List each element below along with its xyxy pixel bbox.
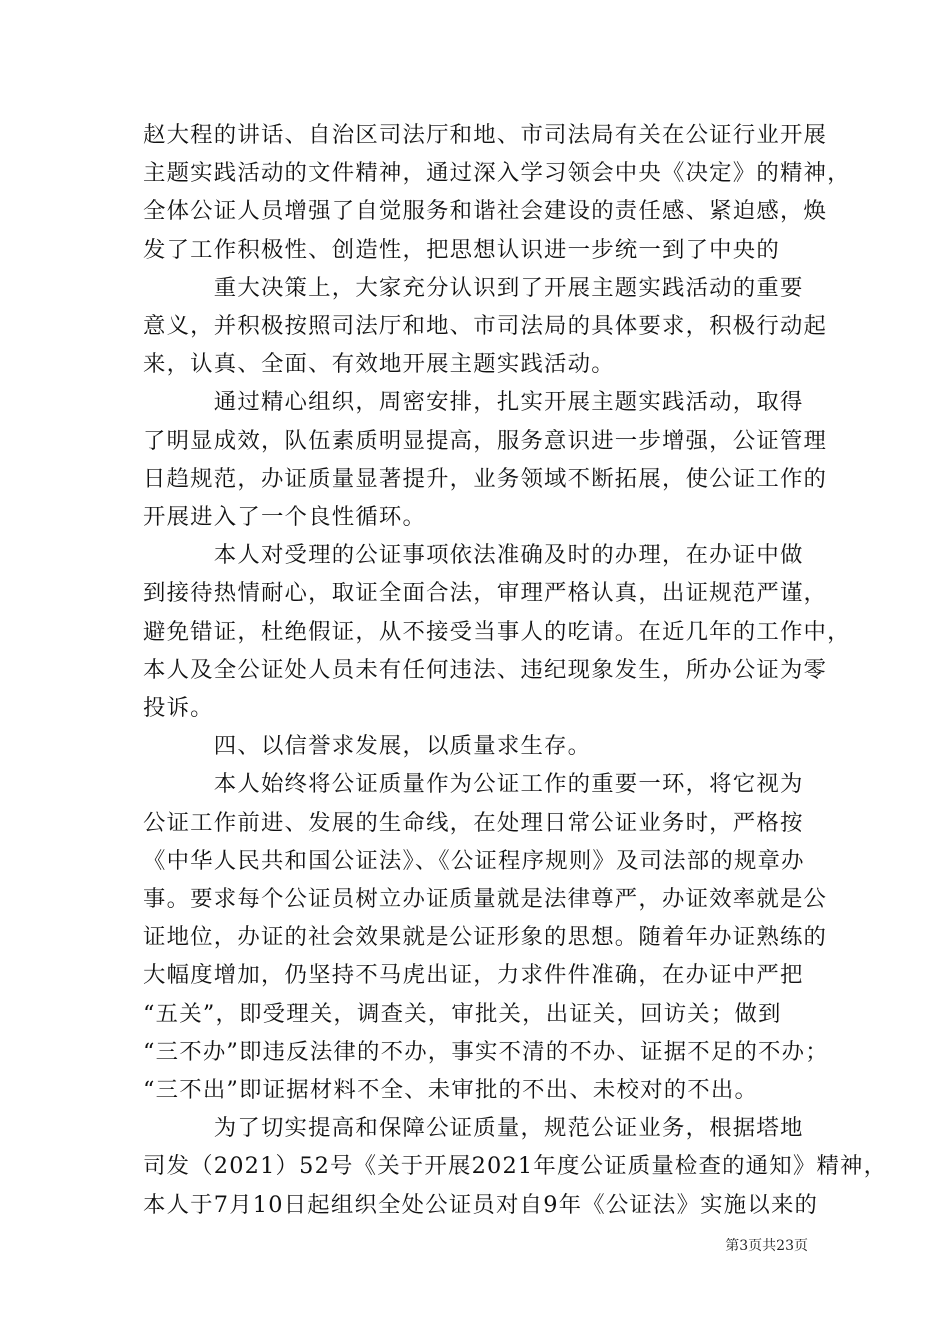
text-line: 本人及全公证处人员未有任何违法、违纪现象发生，所办公证为零 [143,656,828,683]
text-line: 大幅度增加，仍坚持不马虎出证，力求件件准确，在办证中严把 [143,962,804,989]
text-line: “三不出”即证据材料不全、未审批的不出、未校对的不出。 [143,1077,759,1104]
text-line: “三不办”即违反法律的不办，事实不清的不办、证据不足的不办； [143,1038,829,1065]
text-line: 来，认真、全面、有效地开展主题实践活动。 [143,351,615,378]
text-line: 《中华人民共和国公证法》、《公证程序规则》及司法部的规章办 [143,847,805,874]
text-line: 到接待热情耐心，取证全面合法，审理严格认真，出证规范严谨， [143,580,828,607]
text-line: 避免错证，杜绝假证，从不接受当事人的吃请。在近几年的工作中， [143,618,851,645]
text-line: 重大决策上，大家充分认识到了开展主题实践活动的重要 [143,274,804,301]
paragraph [143,536,851,727]
text-line: 了明显成效，队伍素质明显提高，服务意识进一步增强，公证管理 [143,427,828,454]
text-line: 开展进入了一个良性循环。 [143,504,427,531]
text-line: 本人始终将公证质量作为公证工作的重要一环，将它视为 [143,771,804,798]
text-line: 全体公证人员增强了自觉服务和谐社会建设的责任感、紧迫感，焕 [143,198,828,225]
paragraph [143,383,828,536]
text-line: 通过精心组织，周密安排，扎实开展主题实践活动，取得 [143,389,804,416]
text-line: 本人对受理的公证事项依法准确及时的办理，在办证中做 [143,542,804,569]
text-line: 四、以信誉求发展，以质量求生存。 [143,733,592,760]
text-line: 赵大程的讲话、自治区司法厅和地、市司法局有关在公证行业开展 [143,122,828,148]
paragraph [143,765,829,1109]
text-line: 为了切实提高和保障公证质量，规范公证业务，根据塔地 [143,1115,804,1142]
text-line: 证地位，办证的社会效果就是公证形象的思想。随着年办证熟练的 [143,924,828,951]
paragraph [143,727,815,765]
text-line: 投诉。 [143,695,214,722]
text-line: 日趋规范，办证质量显著提升，业务领域不断拓展，使公证工作的 [143,465,828,492]
page-number-footer: 第3页共23页 [725,1238,808,1254]
text-line: 本人于7月10日起组织全处公证员对自9年《公证法》实施以来的 [143,1191,819,1218]
paragraph [143,116,851,269]
paragraph [143,269,828,384]
text-line: “五关”，即受理关，调查关，审批关，出证关，回访关；做到 [143,1000,782,1027]
text-line: 事。要求每个公证员树立办证质量就是法律尊严，办证效率就是公 [143,886,828,913]
text-line: 主题实践活动的文件精神，通过深入学习领会中央《决定》的精神， [143,160,851,187]
text-line: 发了工作积极性、创造性，把思想认识进一步统一到了中央的 [143,236,780,263]
paragraph [143,1109,888,1224]
document-body [143,116,888,1224]
text-line: 意义，并积极按照司法厅和地、市司法局的具体要求，积极行动起 [143,313,828,340]
text-line: 公证工作前进、发展的生命线，在处理日常公证业务时，严格按 [143,809,804,836]
text-line: 司发（2021）52号《关于开展2021年度公证质量检查的通知》精神， [143,1153,888,1180]
